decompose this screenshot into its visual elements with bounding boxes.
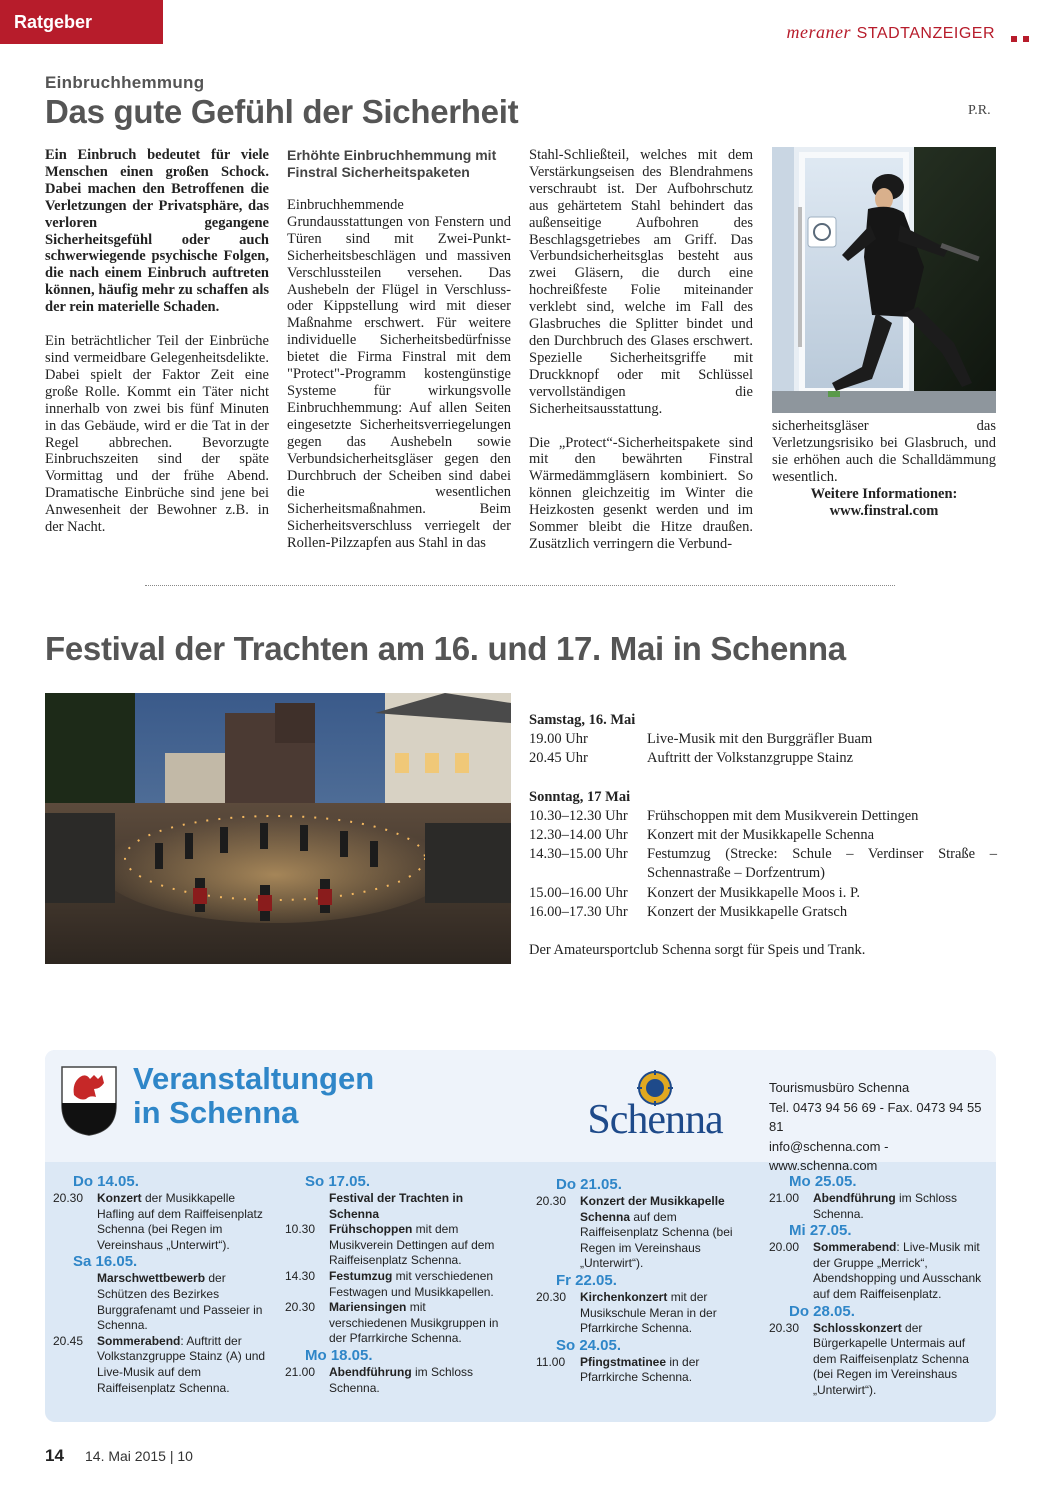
festival-schedule [529,711,997,960]
event-name: Konzert [97,1191,142,1205]
event-time [285,1191,329,1222]
masthead-squares [1005,27,1029,46]
schedule-desc: Festumzug (Strecke: Schule – Verdinser Straße – Schennastraße – Dorfzentrum) [647,846,997,882]
event-date: Do 21.05. [556,1176,622,1193]
schedule-time: 15.00–16.00 Uhr [529,884,628,901]
schedule-time: 19.00 Uhr [529,731,588,748]
events-title-line-2: in Schenna [133,1095,299,1130]
events-title-line-1: Veranstaltungen [133,1061,375,1096]
event-description [329,1365,507,1396]
event-description [329,1222,507,1269]
events-column-2 [285,1173,507,1396]
masthead-meraner: meraner [786,22,852,42]
section-divider [145,585,895,586]
event-date: Mi 27.05. [789,1222,852,1240]
event-item [285,1365,507,1396]
event-date: Fr 22.05. [556,1271,617,1289]
schenna-logo [565,1070,745,1142]
event-details: im Schloss Schenna. [329,1364,474,1395]
festival-title: Festival der Trachten am 16. und 17. Mai in Schenna [45,630,846,667]
event-time: 14.30 [285,1268,316,1283]
schedule-desc: Konzert der Musikkapelle Gratsch [647,903,848,920]
events-box [45,1050,996,1422]
event-details: mit verschiedenen Musikgruppen in der Pfarrkirche Schenna. [329,1300,499,1346]
event-item [53,1271,273,1333]
event-time: 21.00 [769,1191,800,1205]
article-paragraph: Einbruchhemmende Grundausstattungen von Fenstern und Türen sind mit Zwei-Punkt-Sicherheitsbeschlägen und massiven Verschlussteilen versehen. Das Aushebeln der Flügel in Verschluss- oder Kippstellung wird mit dieser Maßnahme erschwert. Für weitere individuelle Sicherheitsbedürfnisse bietet die Firma Finstral mit dem "Protect"-Programm kostengünstige Systeme für wirkungsvolle Einbruchhemmung: Auf allen Seiten eingesetzte Sicherheitsverriegelungen gegen das Aushebeln sowie Verbundsicherheitsgläser gegen den Durchbruch der Scheiben sind dabei die wesentlichen Sicherheitsmaßnahmen. Beim Sicherheitsverschluss verriegelt der Rollen-Pilzzapfen aus Stahl in das [287,197,511,552]
event-time [53,1271,97,1333]
event-description [97,1191,273,1253]
event-name: Abendführung [813,1191,896,1205]
event-time: 20.30 [769,1320,800,1335]
section-label: Ratgeber [0,0,163,44]
event-time: 20.30 [536,1194,567,1208]
event-date: Sa 16.05. [73,1253,138,1271]
event-name: Schlosskonzert [813,1320,902,1335]
schedule-row [529,845,997,883]
event-description [813,1240,989,1302]
schedule-day-1: Samstag, 16. Mai [529,712,636,728]
event-details: : Live-Musik mit der Gruppe „Merrick“, Abendshopping und Ausschank auf dem Raiffeisenplatz. [813,1240,982,1301]
event-time: 20.30 [536,1289,567,1304]
event-description [813,1321,989,1399]
event-description [580,1355,756,1386]
schedule-desc: Live-Musik mit den Burggräfler Buam [647,731,873,748]
event-name: Frühschoppen [329,1222,413,1237]
more-info-label: Weitere Informationen: [810,485,958,502]
event-details: der Schützen des Bezirkes Burggrafenamt und Passeier in Schenna. [97,1271,263,1333]
event-time: 20.30 [53,1191,84,1205]
event-details: im Schloss Schenna. [813,1191,958,1221]
event-item [769,1191,989,1222]
event-time: 10.30 [285,1222,316,1237]
article-paragraph: Stahl-Schließteil, welches mit dem Verstärkungseisen des Blendrahmens verschraubt ist. Der Aufbohrschutz aus gehärtetem Stahl behindert das außenseitige Aufbohren des Beschlagsgetriebes am Griff. Das Verbundsicherheitsglas besteht aus zwei Gläsern, die durch eine hochreißfeste Folie miteinander verklebt sind, welche im Fall des Glasbruches die Splitter bindet und den Durchbruch des Glases erschwert. Spezielle Sicherheitsgriffe mit Druckknopf oder mit Schlüssel vervollständigen die Sicherheitsausstattung. [529,147,753,417]
event-description [329,1269,507,1300]
event-details: mit dem Musikverein Dettingen auf dem Raiffeisenplatz Schenna. [329,1222,495,1268]
article-column-2 [287,147,511,552]
event-date: So 24.05. [556,1336,622,1354]
event-name: Marschwettbewerb [97,1271,206,1286]
events-column-4 [769,1173,989,1399]
event-description [329,1300,507,1347]
schedule-row [529,903,997,922]
schenna-logo-text: Schenna [587,1097,723,1143]
article-lead: Ein Einbruch bedeutet für viele Menschen einen großen Schock. Dabei machen den Betroffenen die Verletzungen der Privatsphäre, das verloren gegangene Sicherheitsgefühl oder auch schwerwiegende psychische Folgen, die nach einem Einbruch auftreten können, häufig mehr zu schaffen als der rein materielle Schaden. [45,147,269,316]
schedule-desc: Auftritt der Volkstanzgruppe Stainz [647,750,854,767]
page-number: 14 [45,1446,64,1465]
event-item [536,1194,756,1272]
schedule-row [529,749,997,768]
event-description [97,1271,273,1333]
contact-phone: Tel. 0473 94 56 69 - Fax. 0473 94 55 81 [769,1099,982,1134]
schedule-time: 10.30–12.30 Uhr [529,807,628,824]
event-details: der Bürgerkapelle Untermais auf dem Raiffeisenplatz Schenna (bei Regen im Vereinshaus „Unterwirt“). [813,1320,969,1397]
event-details: auf dem Raiffeisenplatz Schenna (bei Regen im Vereinshaus „Unterwirt“). [580,1209,733,1271]
events-column-3 [536,1176,756,1386]
event-date: Mo 18.05. [305,1346,373,1364]
event-description [580,1290,756,1337]
article-title: Das gute Gefühl der Sicherheit [45,93,519,130]
schedule-time: 14.30–15.00 Uhr [529,846,628,863]
event-item [285,1191,507,1222]
more-info-link[interactable]: www.finstral.com [829,502,939,519]
event-item [536,1290,756,1337]
event-time: 20.45 [53,1333,84,1348]
festival-photo [45,693,511,964]
event-description [580,1194,756,1272]
event-item [285,1300,507,1347]
event-name: Sommerabend [97,1333,181,1348]
schedule-note: Der Amateursportclub Schenna sorgt für Speis und Trank. [529,942,866,959]
event-item [285,1269,507,1300]
event-date: Do 28.05. [789,1302,855,1320]
event-description [329,1191,507,1222]
schedule-desc: Frühschoppen mit dem Musikverein Dettingen [647,807,919,824]
event-item [53,1334,273,1396]
article-paragraph: Ein beträchtlicher Teil der Einbrüche sind vermeidbare Gelegenheitsdelikte. Dabei spielt der Faktor Zeit eine große Rolle. Kommt ein Täter nicht innerhalb von zwei bis fünf Minuten in das Gebäude, wird er die Tat in der Regel abbrechen. Bevorzugte Einbruchszeiten sind der späte Vormittag und der frühe Abend. Dramatische Einbrüche sind jene bei Anwesenheit der Bewohner z.B. in der Nacht. [45,333,269,536]
schedule-row [529,884,997,903]
issue-date: 14. Mai 2015 | 10 [85,1448,193,1464]
article-subhead: Erhöhte Einbruchhemmung mit Finstral Sicherheitspaketen [287,147,497,180]
event-name: Pfingstmatinee [580,1354,667,1369]
schedule-row [529,730,997,749]
schedule-desc: Konzert der Musikkapelle Moos i. P. [647,884,861,901]
schedule-desc: Konzert mit der Musikkapelle Schenna [647,827,875,844]
event-name: Festumzug [329,1268,393,1283]
masthead-stadtanzeiger: STADTANZEIGER [856,25,995,42]
contact-office: Tourismusbüro Schenna [769,1080,910,1095]
event-description [97,1334,273,1396]
contact-info [769,1078,996,1176]
schedule-time: 12.30–14.00 Uhr [529,827,628,844]
article-column-4 [772,418,996,519]
event-name: Festival der Trachten in Schenna [329,1191,464,1221]
event-name: Mariensingen [329,1300,407,1315]
event-details: mit verschiedenen Festwagen und Musikkapellen. [329,1268,494,1299]
schedule-day-2: Sonntag, 17 Mai [529,788,631,805]
event-time: 20.30 [285,1300,316,1315]
event-name: Sommerabend [813,1240,897,1255]
schedule-time: 20.45 Uhr [529,750,588,767]
event-details: : Auftritt der Volkstanzgruppe Stainz (A) und Live-Musik auf dem Raiffeisenplatz Schenna. [97,1333,266,1395]
article-column-3 [529,147,753,553]
events-column-1 [53,1173,273,1396]
schedule-time: 16.00–17.30 Uhr [529,903,628,920]
event-time: 21.00 [285,1364,316,1379]
coat-of-arms-icon [60,1065,118,1137]
event-date: So 17.05. [305,1173,371,1190]
event-name: Konzert der Musikkapelle Schenna [580,1194,725,1224]
event-description [813,1191,989,1222]
event-name: Kirchenkonzert [580,1289,668,1304]
article-paragraph: Die „Protect“-Sicherheitspakete sind mit den bewährten Finstral Wärmedämmgläsern kombiniert. So können gleichzeitig im Winter die Heizkosten gesenkt werden und im Sommer bleibt die Hitze draußen. Zusätzlich verringern die Verbund- [529,434,753,552]
event-details: in der Pfarrkirche Schenna. [580,1354,700,1385]
event-date: Mo 25.05. [789,1173,857,1190]
contact-web[interactable]: info@schenna.com - www.schenna.com [769,1138,889,1173]
event-time: 20.00 [769,1240,800,1255]
article-column-1 [45,147,269,536]
event-item [769,1321,989,1399]
event-item [285,1222,507,1269]
event-item [53,1191,273,1253]
article-paragraph: sicherheitsgläser das Verletzungsrisiko bei Glasbruch, und sie erhöhen auch die Schalldämmung wesentlich. [772,418,996,485]
event-item [769,1240,989,1302]
schedule-row [529,807,997,826]
masthead-logo [787,22,995,43]
event-time: 11.00 [536,1354,566,1369]
burglar-photo [772,147,996,413]
events-title [133,1062,374,1130]
event-details: der Musikkapelle Hafling auf dem Raiffeisenplatz Schenna (bei Regen im Vereinshaus „Unterwirt“). [97,1191,263,1252]
article-kicker: Einbruchhemmung [45,73,205,92]
event-name: Abendführung [329,1364,412,1379]
pr-marker: P.R. [968,103,991,118]
schedule-row [529,826,997,845]
event-details: mit der Musikschule Meran in der Pfarrkirche Schenna. [580,1289,717,1336]
event-date: Do 14.05. [73,1173,139,1190]
event-item [536,1355,756,1386]
